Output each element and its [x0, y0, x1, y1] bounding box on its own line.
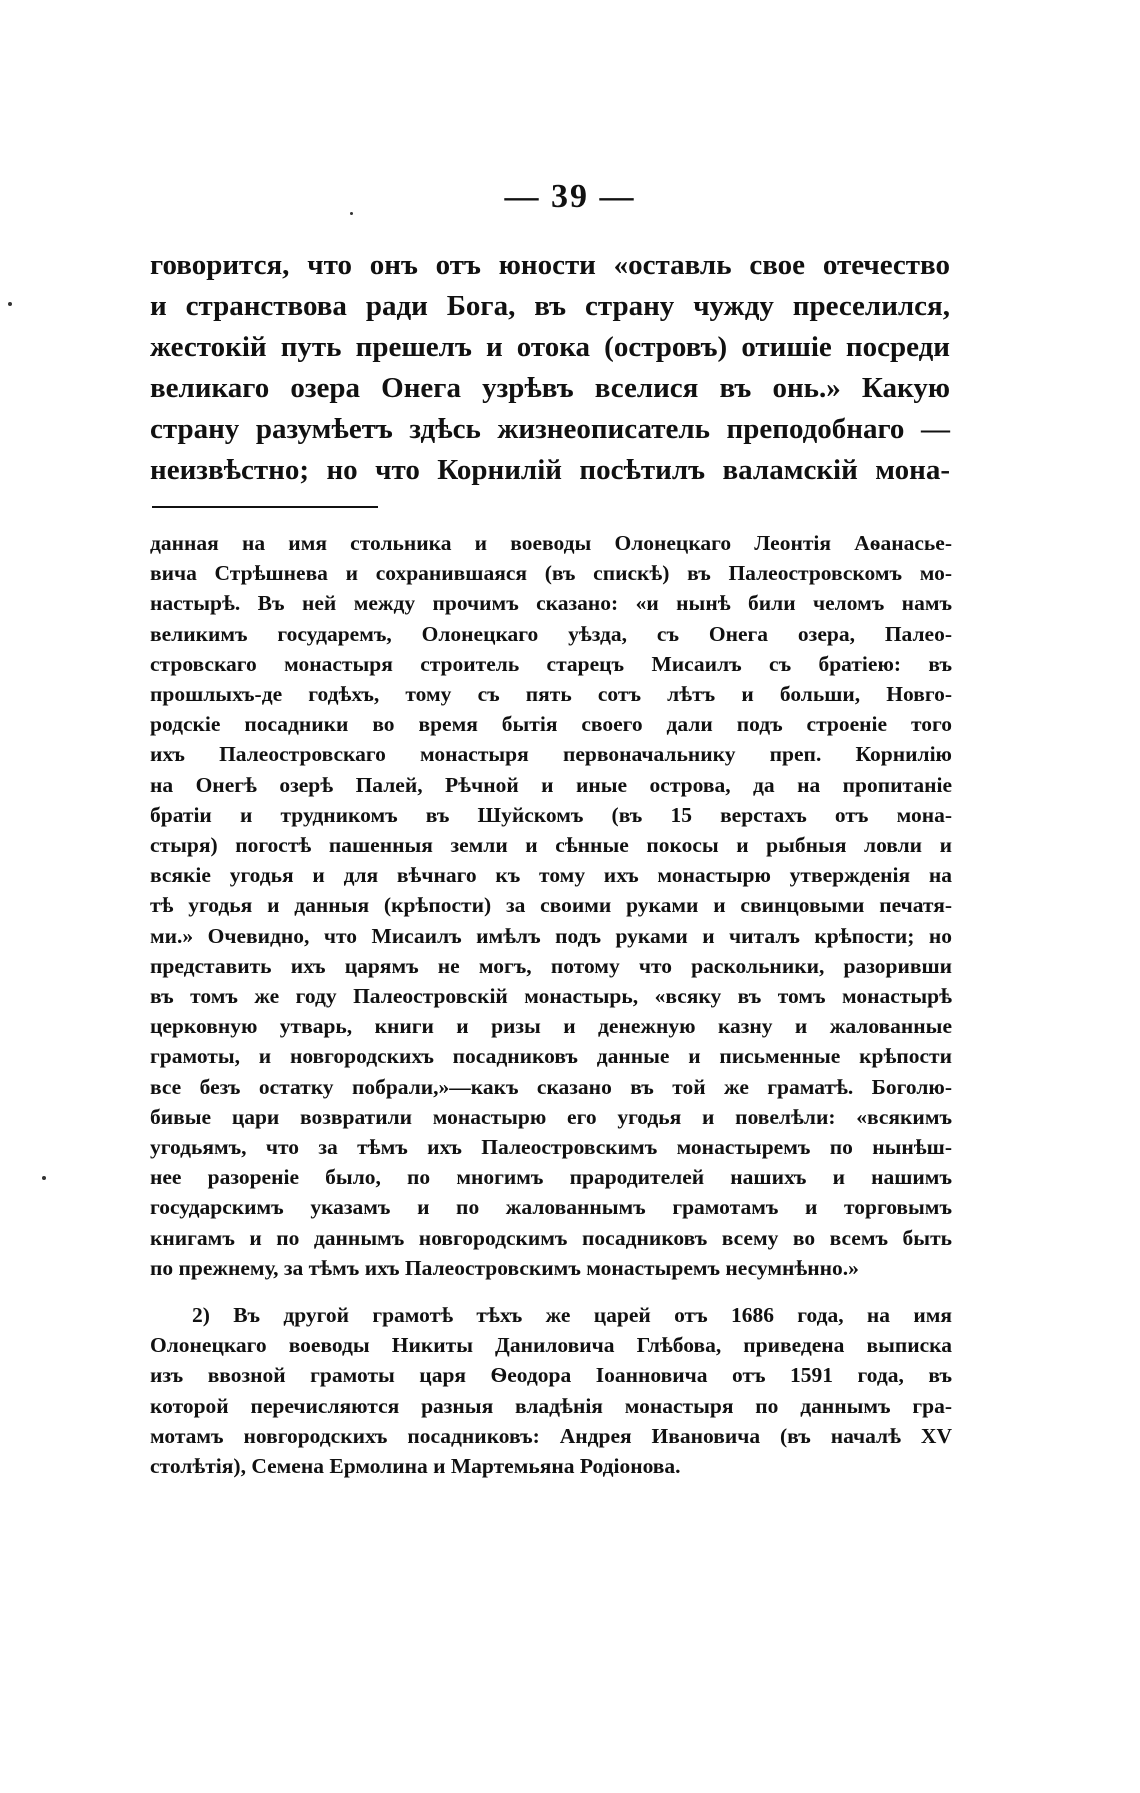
footnote-line: угодьямъ, что за тѣмъ ихъ Палеостровскимъ монастыремъ по нынѣш- — [150, 1135, 952, 1160]
footnote-line: родскіе посадники во время бытія своего дали подъ строеніе того — [150, 712, 952, 737]
footnote-line: столѣтія), Семена Ермолина и Мартемьяна Родіонова. — [150, 1454, 681, 1479]
footnote-line: ми.» Очевидно, что Мисаилъ имѣлъ подъ руками и читалъ крѣпости; но — [150, 923, 952, 948]
footnote-line: представить ихъ царямъ не могъ, потому что раскольники, разоривши — [150, 953, 952, 978]
page-number: — 39 — — [504, 178, 636, 215]
footnote-line: стровскаго монастыря строитель старецъ Мисаилъ съ братіею: въ — [150, 651, 952, 676]
footnote-line: братіи и трудникомъ въ Шуйскомъ (въ 15 верстахъ отъ мона- — [150, 802, 952, 827]
main-text-line: великаго озера Онега узрѣвъ вселися въ онь.» Какую — [150, 372, 950, 404]
footnote-line: на Онегѣ озерѣ Палей, Рѣчной и иные острова, да на пропитаніе — [150, 772, 952, 797]
footnote-line: все безъ остатку побрали,»—какъ сказано въ той же граматѣ. Боголю- — [150, 1074, 952, 1099]
main-text-line: и странствова ради Бога, въ страну чужду преселился, — [150, 290, 950, 322]
footnote-line: тѣ угодья и данныя (крѣпости) за своими руками и свинцовыми печатя- — [150, 893, 952, 918]
footnote-line: книгамъ и по даннымъ новгородскимъ посадниковъ всему во всемъ быть — [150, 1225, 952, 1250]
footnote-line: 2) Въ другой грамотѣ тѣхъ же царей отъ 1686 года, на имя — [192, 1303, 952, 1327]
footnote-line: стыря) погостѣ пашенныя земли и сѣнные покосы и рыбныя ловли и — [150, 833, 952, 858]
main-text-line: страну разумѣетъ здѣсь жизнеописатель преподобнаго — — [150, 413, 950, 445]
footnote-line: Олонецкаго воеводы Никиты Даниловича Глѣбова, приведена выписка — [150, 1333, 952, 1358]
footnote-line: по прежнему, за тѣмъ ихъ Палеостровскимъ монастыремъ несумнѣнно.» — [150, 1255, 859, 1280]
main-text-line: говорится, что онъ отъ юности «оставль свое отечество — [150, 249, 950, 281]
footnote-line: всякіе угодья и для вѣчнаго къ тому ихъ монастырю утвержденія на — [150, 863, 952, 888]
footnote-2 — [150, 1300, 952, 1481]
footnote-line: нее разореніе было, по многимъ прародителей нашихъ и нашимъ — [150, 1165, 952, 1190]
footnote-line: которой перечисляются разныя владѣнія монастыря по даннымъ гра- — [150, 1393, 952, 1418]
footnote-1 — [150, 528, 952, 1283]
main-text-line: жестокій путь прешелъ и отока (островъ) отишіе посреди — [150, 331, 950, 363]
footnote-line: грамоты, и новгородскихъ посадниковъ данные и письменные крѣпости — [150, 1044, 952, 1069]
footnote-line: прошлыхъ-де годѣхъ, тому съ пять сотъ лѣтъ и больши, Новго- — [150, 682, 952, 707]
footnote-line: въ томъ же году Палеостровскій монастырь, «всяку въ томъ монастырѣ — [150, 984, 952, 1009]
scan-speck — [8, 302, 12, 306]
footnote-line: церковную утварь, книги и ризы и денежную казну и жалованные — [150, 1014, 952, 1039]
footnote-separator — [152, 506, 378, 508]
footnote-line: настырѣ. Въ ней между прочимъ сказано: «и нынѣ били челомъ намъ — [150, 591, 952, 616]
footnote-line: великимъ государемъ, Олонецкаго уѣзда, съ Онега озера, Палео- — [150, 621, 952, 646]
scan-speck — [42, 1176, 46, 1180]
scan-speck — [350, 212, 353, 215]
footnote-line: изъ ввозной грамоты царя Ѳеодора Іоанновича отъ 1591 года, въ — [150, 1363, 952, 1388]
footnote-line: данная на имя стольника и воеводы Олонецкаго Леонтія Аѳанасье- — [150, 531, 952, 555]
footnote-line: государскимъ указамъ и по жалованнымъ грамотамъ и торговымъ — [150, 1195, 952, 1220]
main-text — [150, 245, 950, 491]
main-text-line: неизвѣстно; но что Корнилій посѣтилъ валамскій мона- — [150, 454, 950, 486]
footnote-line: бивые цари возвратили монастырю его угодья и повелѣли: «всякимъ — [150, 1104, 952, 1129]
footnote-line: мотамъ новгородскихъ посадниковъ: Андрея Ивановича (въ началѣ XV — [150, 1423, 952, 1448]
footnote-line: вича Стрѣшнева и сохранившаяся (въ спискѣ) въ Палеостровскомъ мо- — [150, 561, 952, 586]
footnote-line: ихъ Палеостровскаго монастыря первоначальнику преп. Корнилію — [150, 742, 952, 767]
